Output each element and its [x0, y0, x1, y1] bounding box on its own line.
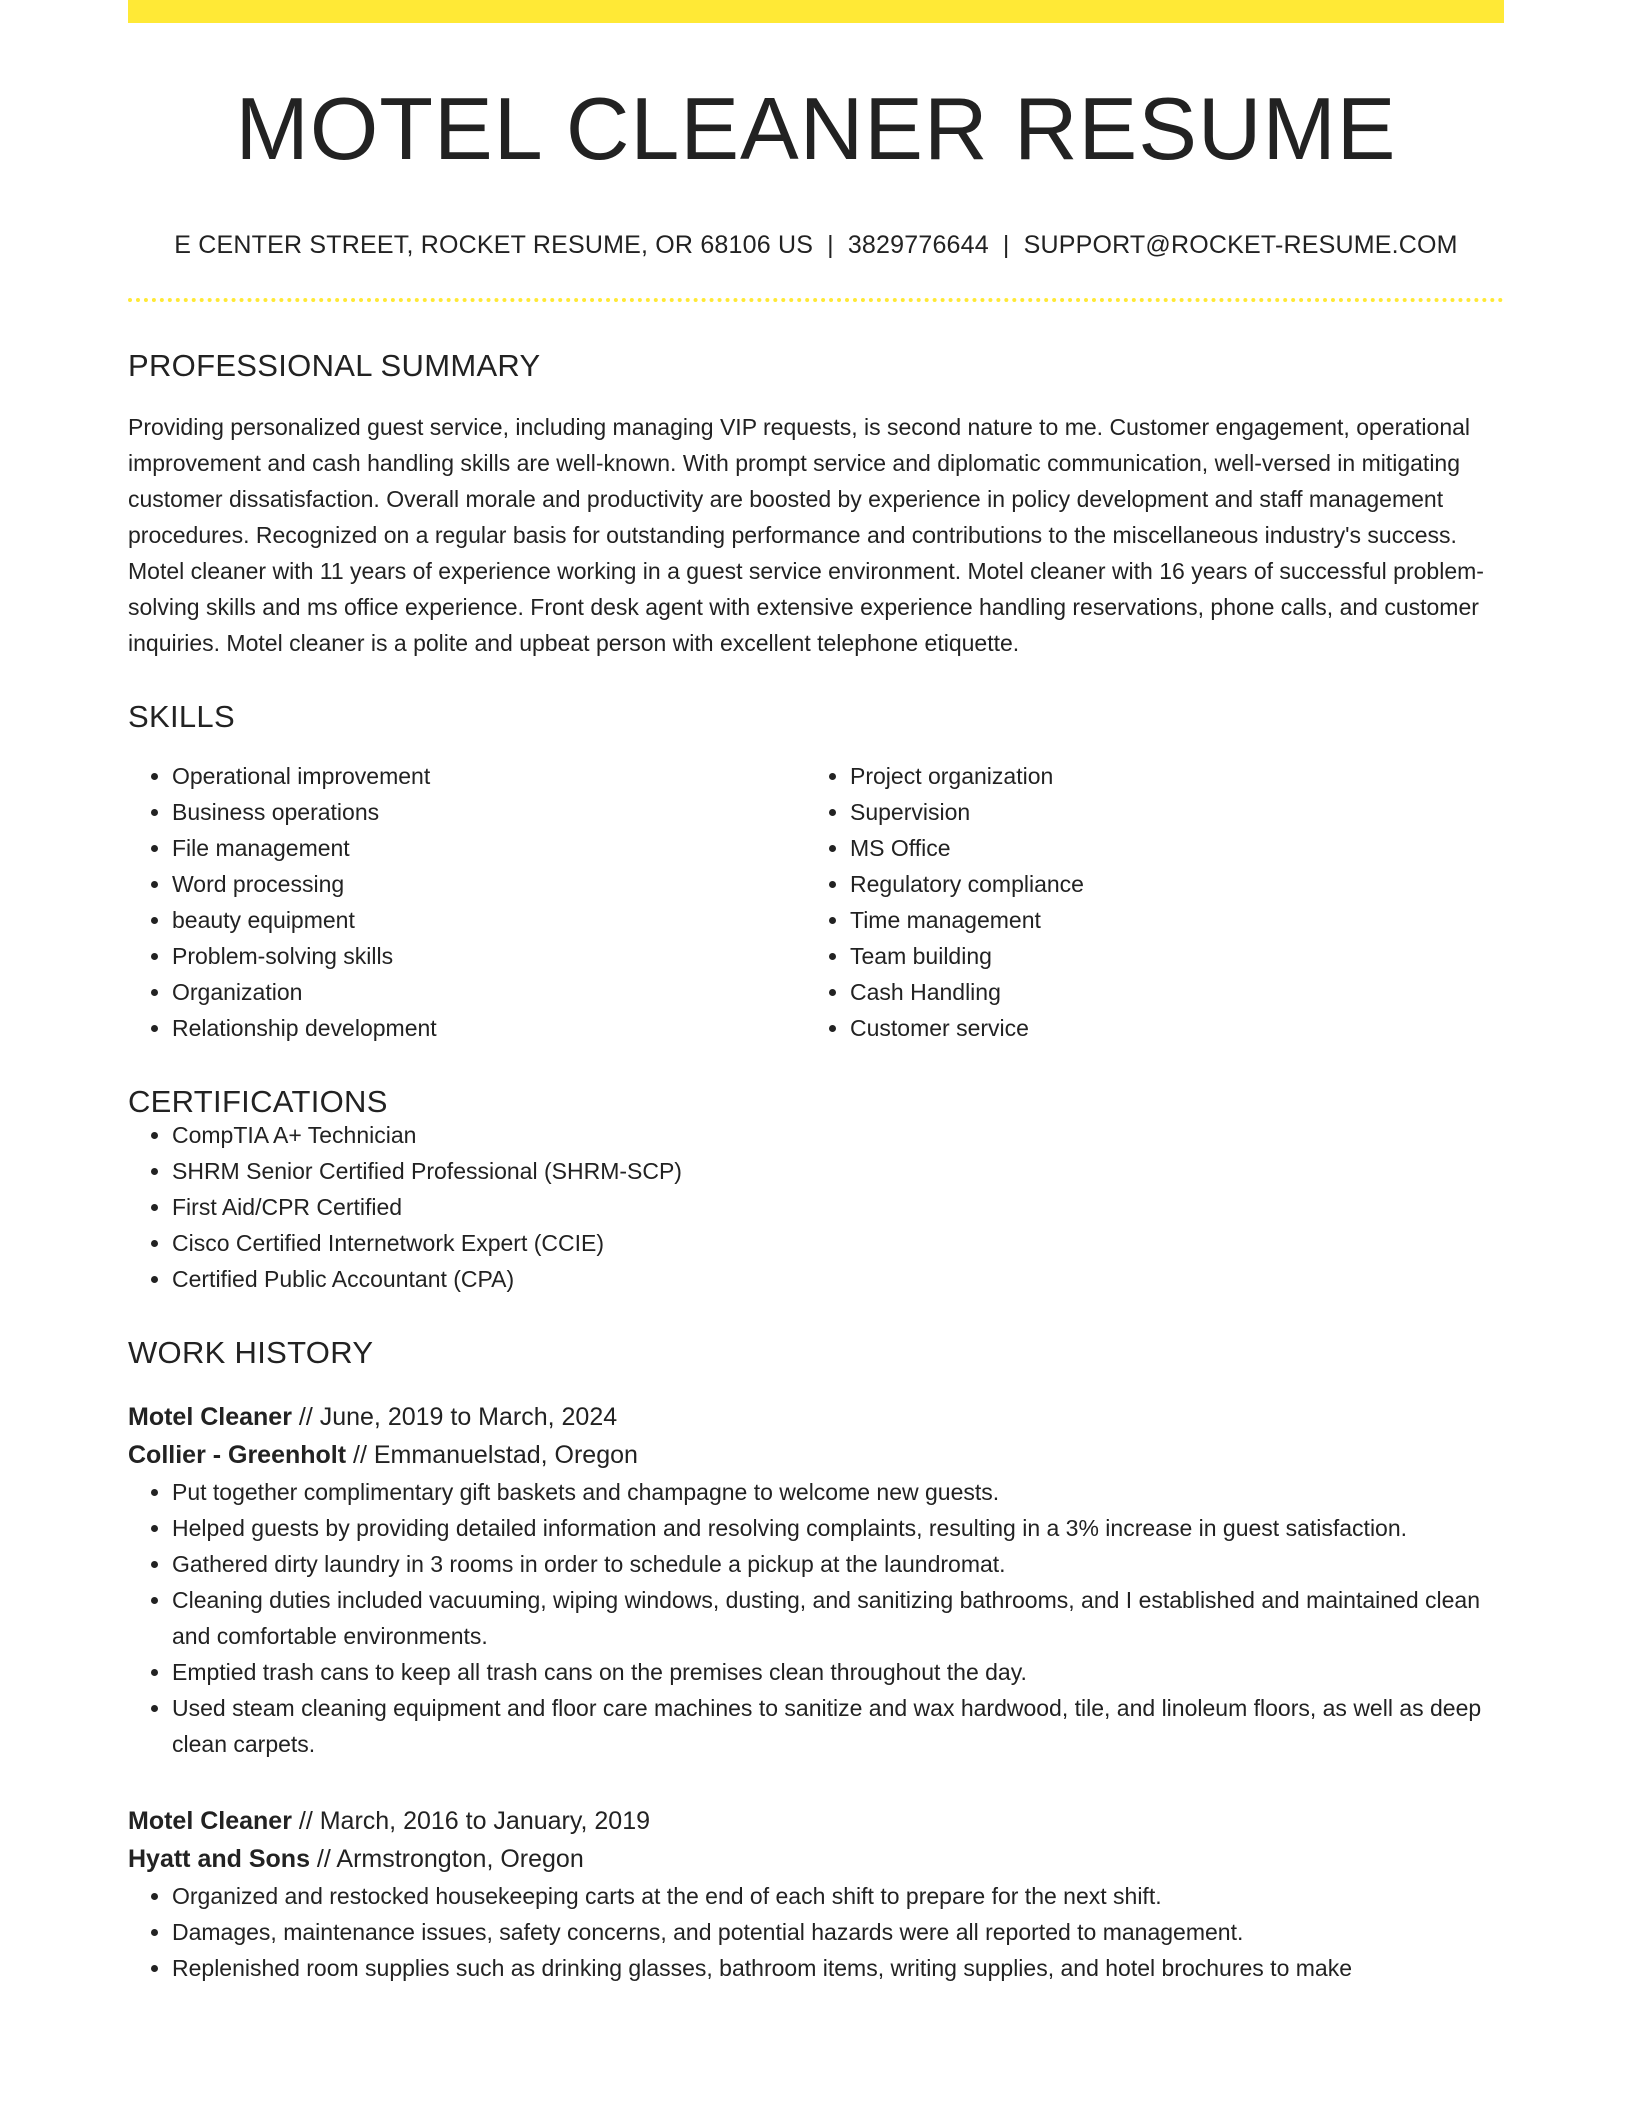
skill-item: • beauty equipment: [172, 902, 806, 938]
summary-heading: PROFESSIONAL SUMMARY: [128, 348, 541, 383]
certification-item: • Certified Public Accountant (CPA): [172, 1261, 1504, 1297]
skill-item: • Customer service: [850, 1010, 1484, 1046]
job-duty-item: • Emptied trash cans to keep all trash cans on the premises clean throughout the day.: [172, 1654, 1504, 1690]
contact-separator: |: [827, 231, 834, 259]
job-role: Motel Cleaner: [128, 1403, 292, 1431]
job-duty-item: • Organized and restocked housekeeping carts at the end of each shift to prepare for the next shift.: [172, 1878, 1504, 1914]
skill-item: • Cash Handling: [850, 974, 1484, 1010]
job-duty-item: • Replenished room supplies such as drinking glasses, bathroom items, writing supplies, and hotel brochures to make: [172, 1950, 1504, 1986]
resume-title: MOTEL CLEANER RESUME: [235, 79, 1397, 178]
summary-text: Providing personalized guest service, including managing VIP requests, is second nature to me. Customer engagement, operational improvement and cash handling skills are well-known. With prompt service and diplomatic communication, well-versed in mitigating customer dissatisfaction. Overall morale and productivity are boosted by experience in policy development and staff management procedures. Recognized on a regular basis for outstanding performance and contributions to the miscellaneous industry's success. Motel cleaner with 11 years of experience working in a guest service environment. Motel cleaner with 16 years of successful problem-solving skills and ms office experience. Front desk agent with extensive experience handling reservations, phone calls, and customer inquiries. Motel cleaner is a polite and upbeat person with excellent telephone etiquette.: [128, 414, 1484, 656]
certification-item: • First Aid/CPR Certified: [172, 1189, 1504, 1225]
skills-list-right: [850, 758, 1484, 1046]
job-duty-item: • Gathered dirty laundry in 3 rooms in order to schedule a pickup at the laundromat.: [172, 1546, 1504, 1582]
skills-grid: [128, 758, 1504, 1046]
certification-item: • CompTIA A+ Technician: [172, 1117, 1504, 1153]
contact-phone: 3829776644: [847, 231, 989, 259]
work-history-heading: WORK HISTORY: [128, 1335, 374, 1370]
skill-item: • Word processing: [172, 866, 806, 902]
job-role: Motel Cleaner: [128, 1807, 292, 1835]
skills-column-right: [806, 758, 1484, 1046]
job-company: Collier - Greenholt: [128, 1441, 347, 1469]
contact-line: [128, 233, 1504, 258]
header-divider: [128, 298, 1504, 302]
job-duty-item: • Used steam cleaning equipment and floor care machines to sanitize and wax hardwood, tile, and linoleum floors, as well as deep clean carpets.: [172, 1690, 1504, 1762]
skill-item: • Time management: [850, 902, 1484, 938]
job-entry: [128, 1398, 1504, 1762]
skill-item: • Project organization: [850, 758, 1484, 794]
job-duty-item: • Damages, maintenance issues, safety concerns, and potential hazards were all reported to management.: [172, 1914, 1504, 1950]
job-duty-item: • Helped guests by providing detailed information and resolving complaints, resulting in a 3% increase in guest satisfaction.: [172, 1510, 1504, 1546]
skill-item: • Relationship development: [172, 1010, 806, 1046]
contact-address: E CENTER STREET, ROCKET RESUME, OR 68106 US: [174, 231, 814, 259]
job-dates: // March, 2016 to January, 2019: [291, 1807, 651, 1835]
skill-item: • Operational improvement: [172, 758, 806, 794]
job-duties-list: [128, 1878, 1504, 1986]
certifications-list: [128, 1117, 1504, 1297]
job-entry: [128, 1802, 1504, 1986]
skill-item: • Problem-solving skills: [172, 938, 806, 974]
contact-separator: |: [1002, 231, 1010, 259]
job-title-line: [128, 1398, 1504, 1436]
certification-item: • Cisco Certified Internetwork Expert (CCIE): [172, 1225, 1504, 1261]
skill-item: • Team building: [850, 938, 1484, 974]
job-location: // Armstrongton, Oregon: [309, 1845, 584, 1873]
skills-column-left: [128, 758, 806, 1046]
top-accent-bar: [128, 0, 1504, 23]
skill-item: • Business operations: [172, 794, 806, 830]
certification-item: • SHRM Senior Certified Professional (SHRM-SCP): [172, 1153, 1504, 1189]
skill-item: • Regulatory compliance: [850, 866, 1484, 902]
job-company-line: [128, 1436, 1504, 1474]
job-dates: // June, 2019 to March, 2024: [291, 1403, 618, 1431]
skills-list-left: [172, 758, 806, 1046]
job-location: // Emmanuelstad, Oregon: [346, 1441, 638, 1469]
job-title-line: [128, 1802, 1504, 1840]
contact-email: SUPPORT@ROCKET-RESUME.COM: [1023, 231, 1458, 259]
resume-page: [128, 0, 1504, 1986]
job-duty-item: • Put together complimentary gift baskets and champagne to welcome new guests.: [172, 1474, 1504, 1510]
certifications-heading: CERTIFICATIONS: [128, 1084, 388, 1119]
skill-item: • File management: [172, 830, 806, 866]
job-company-line: [128, 1840, 1504, 1878]
work-history-list: [128, 1398, 1504, 1986]
job-duty-item: • Cleaning duties included vacuuming, wiping windows, dusting, and sanitizing bathrooms, and I established and maintained clean and comfortable environments.: [172, 1582, 1504, 1654]
skill-item: • Supervision: [850, 794, 1484, 830]
skill-item: • Organization: [172, 974, 806, 1010]
job-company: Hyatt and Sons: [128, 1845, 310, 1873]
job-duties-list: [128, 1474, 1504, 1762]
skill-item: • MS Office: [850, 830, 1484, 866]
skills-heading: SKILLS: [128, 699, 235, 734]
